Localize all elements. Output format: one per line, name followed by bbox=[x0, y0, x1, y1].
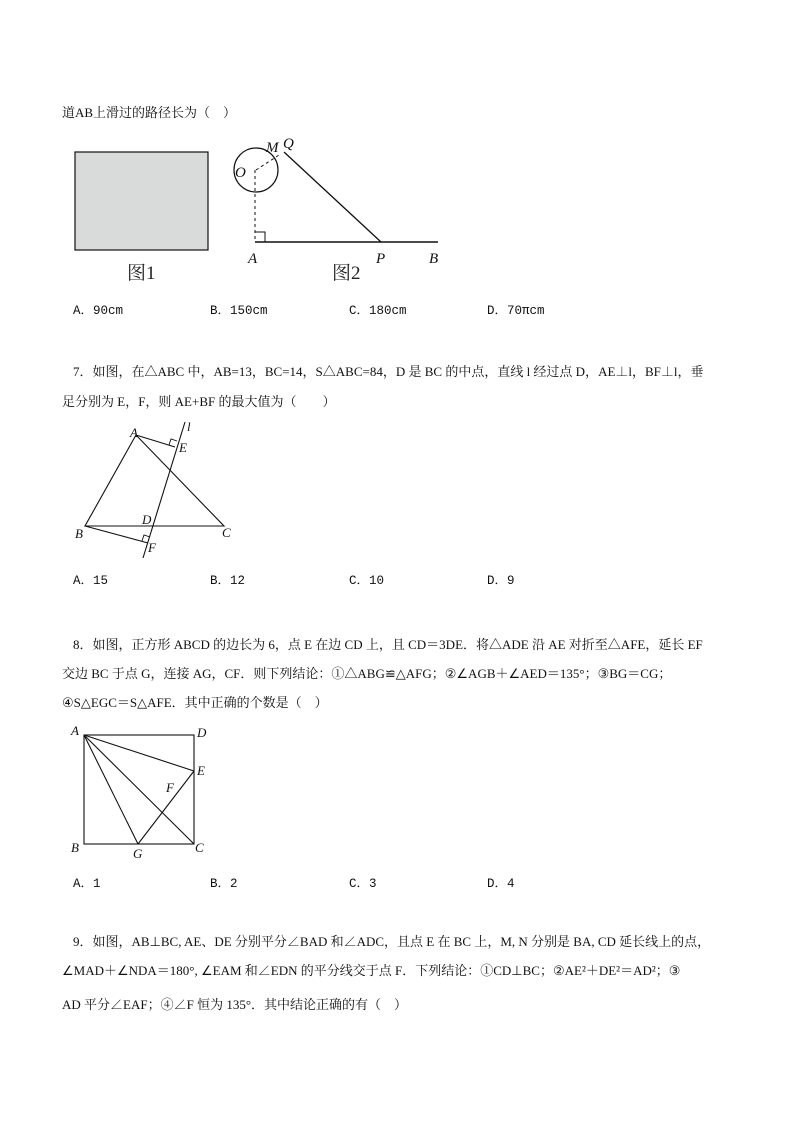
q6-figure-1 bbox=[75, 152, 208, 284]
q6-figure-2 bbox=[234, 148, 438, 242]
q8-option-d: D．4 bbox=[487, 877, 515, 891]
label-a: A bbox=[130, 425, 138, 440]
label-b: B bbox=[75, 526, 83, 541]
label-q: Q bbox=[283, 136, 294, 152]
segment-bf bbox=[85, 526, 148, 543]
q8-option-c: C．3 bbox=[349, 877, 377, 891]
q9-line-2: ∠MAD＋∠NDA＝180°, ∠EAM 和∠EDN 的平分线交于点 F．下列结论：①CD⊥BC；②AE²＋DE²＝AD²；③ bbox=[62, 963, 681, 978]
q6-option-b: B．150cm bbox=[210, 304, 268, 318]
q8-line-3: ④S△EGC＝S△AFE．其中正确的个数是（ ） bbox=[62, 695, 328, 710]
line-qp bbox=[284, 152, 381, 242]
q9-line-3: AD 平分∠EAF；④∠F 恒为 135°．其中结论正确的有（ ） bbox=[62, 997, 408, 1012]
label-c: C bbox=[195, 840, 204, 855]
segment-ag bbox=[84, 735, 138, 844]
q7-figure-labels bbox=[75, 419, 231, 555]
q6-text-tail: 道AB上滑过的路径长为（ ） bbox=[62, 105, 237, 120]
label-p: P bbox=[376, 251, 386, 267]
label-e: E bbox=[197, 763, 205, 778]
q8-line-1: 8．如图，正方形 ABCD 的边长为 6，点 E 在边 CD 上，且 CD＝3DE．将△ADE 沿 AE 对折至△AFE，延长 EF bbox=[73, 637, 703, 652]
label-b: B bbox=[429, 251, 439, 267]
q6-option-d: D．70πcm bbox=[487, 304, 545, 318]
label-d: D bbox=[142, 512, 152, 527]
q7-option-d: D．9 bbox=[487, 574, 515, 588]
right-angle-e bbox=[169, 439, 177, 445]
gray-board bbox=[75, 152, 208, 250]
q7-option-c: C．10 bbox=[349, 574, 385, 588]
q9-line-1: 9．如图，AB⊥BC, AE、DE 分别平分∠BAD 和∠ADC，且点 E 在 BC 上，M, N 分别是 BA, CD 延长线上的点， bbox=[73, 934, 711, 949]
label-b: B bbox=[71, 840, 79, 855]
label-f: F bbox=[148, 540, 156, 555]
q7-line-1: 7．如图，在△ABC 中，AB=13，BC=14，S△ABC=84，D 是 BC 的中点，直线 l 经过点 D，AE⊥l，BF⊥l，垂 bbox=[73, 364, 704, 379]
dashed-om bbox=[256, 155, 279, 170]
fig2-caption: 图2 bbox=[332, 263, 361, 284]
segment-ae bbox=[84, 735, 194, 771]
label-e: E bbox=[179, 440, 187, 455]
q7-option-b: B．12 bbox=[210, 574, 246, 588]
triangle-abc bbox=[85, 435, 224, 526]
label-m: M bbox=[266, 140, 279, 156]
q8-figure bbox=[84, 735, 194, 844]
label-a: A bbox=[248, 251, 258, 267]
label-f: F bbox=[166, 780, 174, 795]
right-angle-mark bbox=[255, 232, 265, 242]
label-c: C bbox=[222, 525, 231, 540]
q8-line-2: 交边 BC 于点 G，连接 AG，CF．则下列结论：①△ABG≌△AFG；②∠AGB＋∠AED＝135°；③BG＝CG； bbox=[62, 666, 672, 681]
q6-option-c: C．180cm bbox=[349, 304, 407, 318]
segment-ac bbox=[84, 735, 194, 844]
q6-option-a: A．90cm bbox=[73, 304, 124, 318]
fig1-caption: 图1 bbox=[127, 263, 156, 284]
label-o: O bbox=[235, 165, 246, 181]
label-a: A bbox=[71, 723, 79, 738]
label-g: G bbox=[133, 846, 143, 861]
q7-figure bbox=[85, 422, 224, 558]
label-l: l bbox=[187, 419, 191, 434]
q8-figure-labels bbox=[70, 723, 207, 861]
q6-figure-2-labels bbox=[235, 136, 438, 284]
q7-line-2: 足分别为 E，F，则 AE+BF 的最大值为（ ） bbox=[62, 394, 336, 409]
q8-option-a: A．1 bbox=[73, 877, 101, 891]
q7-option-a: A．15 bbox=[73, 574, 109, 588]
label-d: D bbox=[197, 725, 207, 740]
q8-option-b: B．2 bbox=[210, 877, 238, 891]
